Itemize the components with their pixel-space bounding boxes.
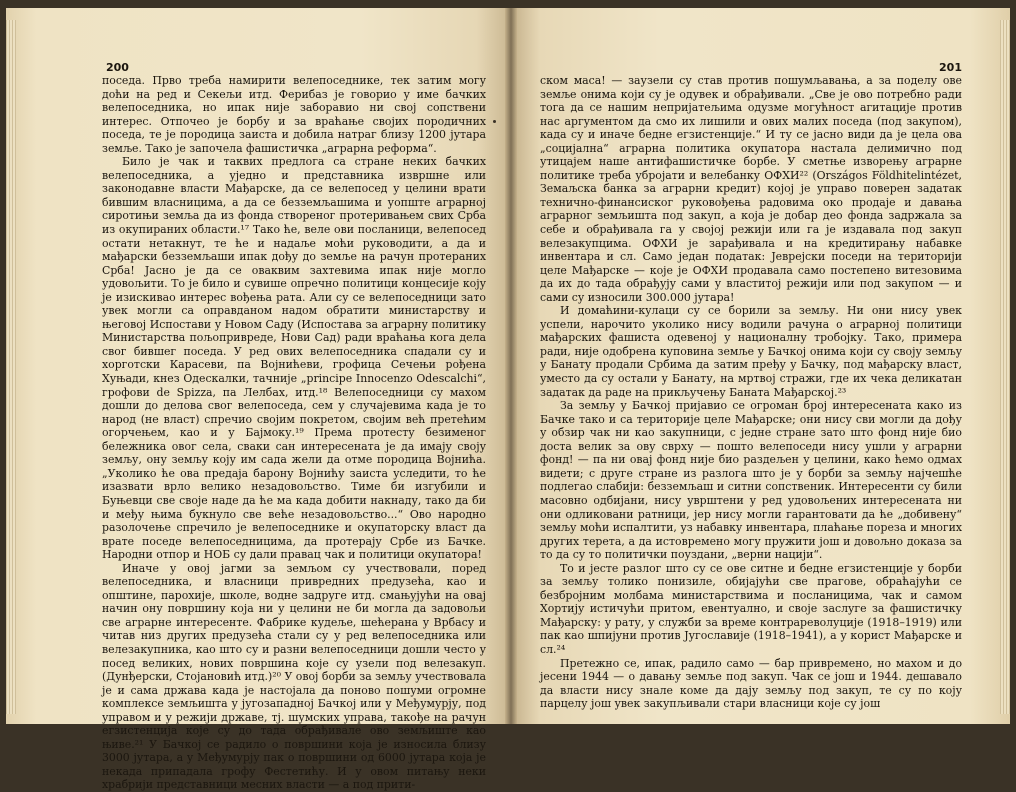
- paragraph: Претежно се, ипак, радило само — бар привремено, но махом и до јесени 1944 — о давању земље под закуп. Чак се још и 1944. дешавало да власти нису знале коме да дају земљу под закуп, те су по коју парцелу још увек закупљивали стари власници које су још: [540, 656, 962, 711]
- right-page: [510, 8, 1010, 724]
- book-gutter: [505, 8, 517, 724]
- paragraph: Било је чак и таквих предлога са стране неких бачких велепоседника, а уједно и представника извршне или законодавне власти Мађарске, да се велепосед у целини врати бившим власницима, а да се безземљашима и уопште аграрној сиротињи земља да из фонда створеног протеривањем свих Срба из окупираних области.¹⁷ Тако ће, веле ови посланици, велепосед остати нетакнут, те ће и надаље моћи руководити, а да и мађарски безземљаши ипак дођу до земље на рачун протераних Срба! Јасно је да се оваквим захтевима ипак није могло удовољити. То је било и сувише опречно политици концесије коју је изискивао интерес вођења рата. Али су се велепоседници зато увек могли са оправданом надом обратити министарству и његовој Испостави у Новом Саду (Испостава за аграрну политику Министарства пољопривреде, Нови Сад) ради враћања кога дела свог бившег поседа. У ред ових велепоседника спадали су и хорготски Карасеви, па Војнићеви, грофица Сечењи рођена Хуњади, кнез Одескалки, тачније „principe Innocenzo Odescalchi“, грофови de Spizza, па Лелбах, итд.¹⁸ Велепоседници су махом дошли до делова свог велепоседа, сем у случајевима када је то народ (не власт) спречио својим покретом, својим већ претећим огорчењем, као и у Бајмоку.¹⁹ Према протесту безименог бележника овог села, сваки сан интересената је да имају своју земљу, ону земљу коју им сада жели да отме породица Војнића. „Уколико ће ова предаја барону Војнићу заиста уследити, то ће изазвати врло велико незадовољство. Тиме би изгубили и Буњевци све своје наде да ће ма када добити накнаду, тако да би и међу њима букнуло све веће незадовољство...“ Ово народно разолочење спречило је велепоседнике и окупаторску власт да врате поседе велепоседницима, да протерају Србе из Бачке. Народни отпор и НОБ су дали правац чак и политици окупатора!: [102, 155, 486, 562]
- left-page-text: [102, 74, 486, 792]
- paragraph: За земљу у Бачкој пријавио се огроман број интересената како из Бачке тако и са територије целе Мађарске; они нису сви могли да дођу у обзир чак ни као закупници, с једне стране зато што фонд није био доста велик за ову сврху — пошто велепоседи нису ушли у аграрни фонд! — па ни овај фонд није био раздељен у целини, како ћемо одмах видети; с друге стране из разлога што је у борби за земљу најчешће подлегао слабији: безземљаш и ситни сопственик. Интересенти су били масовно одбијани, нису уврштени у ред удовољених интересената ни они одликовани ратници, јер нису могли гарантовати да ће „добивену“ земљу моћи испалтити, уз набавку инвентара, плаћање пореза и многих других терета, а да истовремено могу пружити још и довољно доказа за то да су то политички поуздани, „верни нацији“.: [540, 399, 962, 562]
- page-number-left: 200: [106, 61, 129, 74]
- right-page-text: [540, 74, 962, 711]
- left-page: [6, 8, 512, 792]
- paragraph: И домаћини-кулаци су се борили за земљу. Ни они нису увек успели, нарочито уколико нису водили рачуна о аграрној политици мађарских фашиста одевеној у националну тробојку. Тако, примера ради, није одобрена куповина земље у Бачкој онима који су своју земљу у Банату продали Србима да затим пређу у Бачку, под мађарску власт, уместо да су остали у Банату, на мртвој стражи, где их чека деликатан задатак да раде на прикључењу Баната Мађарској.²³: [540, 304, 962, 399]
- paragraph: То и јесте разлог што су се ове ситне и бедне егзистенције у борби за земљу толико понизиле, обијајући све прагове, обраћајући се безбројним молбама министарствима и посланицима, чак и самом Хортију истичући притом, евентуално, и своје заслуге за фашистичку Мађарску: у рату, у служби за време контрареволуције (1918–1919) или пак као шпијуни против Југославије (1918–1941), а у корист Мађарске и сл.²⁴: [540, 561, 962, 656]
- paragraph: Иначе у овој јагми за земљом су учествовали, поред велепоседника, и власници привредних предузећа, као и општине, парохије, школе, водне задруге итд. смањујући на овај начин ону површину која ни у целини не би могла да задовољи све аграрне интересенте. Фабрике кудеље, шећерана у Врбасу и читав низ других предузећа стали су у ред велепоседника или велезакупника, као што су и разни велепоседници дошли често у посед великих, нових површина које су узели под велезакуп. (Дунђерски, Стојановић итд.)²⁰ У овој борби за земљу учествовала је и сама држава када је настојала да поново пошуми огромне комплексе земљишта у југозападној Бачкој или у Међумурју, под управом и у режији државе, тј. шумских управа, такође на рачун егзистенција које су до тада обрађивале ово земљиште као њиве.²¹ У Бачкој се радило о површини која је износила близу 3000 јутара, а у Међумурју пак о површини од 6000 јутара која је некада припадала грофу Фестетићу. И у овом питању неки храбрији представници месних власти — а под прити-: [102, 561, 486, 792]
- paragraph: поседа. Прво треба намирити велепоседнике, тек затим могу доћи на ред и Секељи итд. Ферибаз је говорио у име бачких велепоседника, но ипак није заборавио ни свој сопствени интерес. Отпочео је борбу и за враћање својих породичних поседа, те је породица заиста и добила натраг близу 1200 јутара земље. Тако је започела фашистичка „аграрна реформа“.: [102, 74, 486, 155]
- page-edge-left: [6, 20, 16, 714]
- page-edge-right: [1000, 20, 1010, 714]
- page-number-right: 201: [939, 61, 962, 74]
- paragraph: ском маса! — заузели су став против пошумљавања, а за поделу ове земље онима који су је одувек и обрађивали. „Све је ово потребно ради тога да се нашим непријатељима одузме могућност агитације против нас аргументом да смо их лишили и ових малих поседа (под закупом), када су и иначе бедне егзистенције.“ И ту се јасно види да је цела ова „социјална“ аграрна политика окупатора настала делимично под утицајем наше антифашистичке борбе. У сметње изворењу аграрне политике треба убројати и велебанку ОФХИ²² (Országos Földhitelintézet, Земаљска банка за аграрни кредит) којој је управо поверен задатак технично-финансиског руковођења радовима око продаје и давања аграрног земљишта под закуп, а која је добар део фонда задржала за себе и обрађивала га у својој режији или га је издавала под закуп велезакупцима. ОФХИ је зарађивала и на кредитирању набавке инвентара и сл. Само један податак: Јеврејски поседи на територији целе Мађарске — које је ОФХИ продавала само постепено витезовима да их до тада обрађују сами у властитој режији или под закупом — и сами су износили 300.000 јутара!: [540, 74, 962, 304]
- ink-speck: [493, 120, 496, 123]
